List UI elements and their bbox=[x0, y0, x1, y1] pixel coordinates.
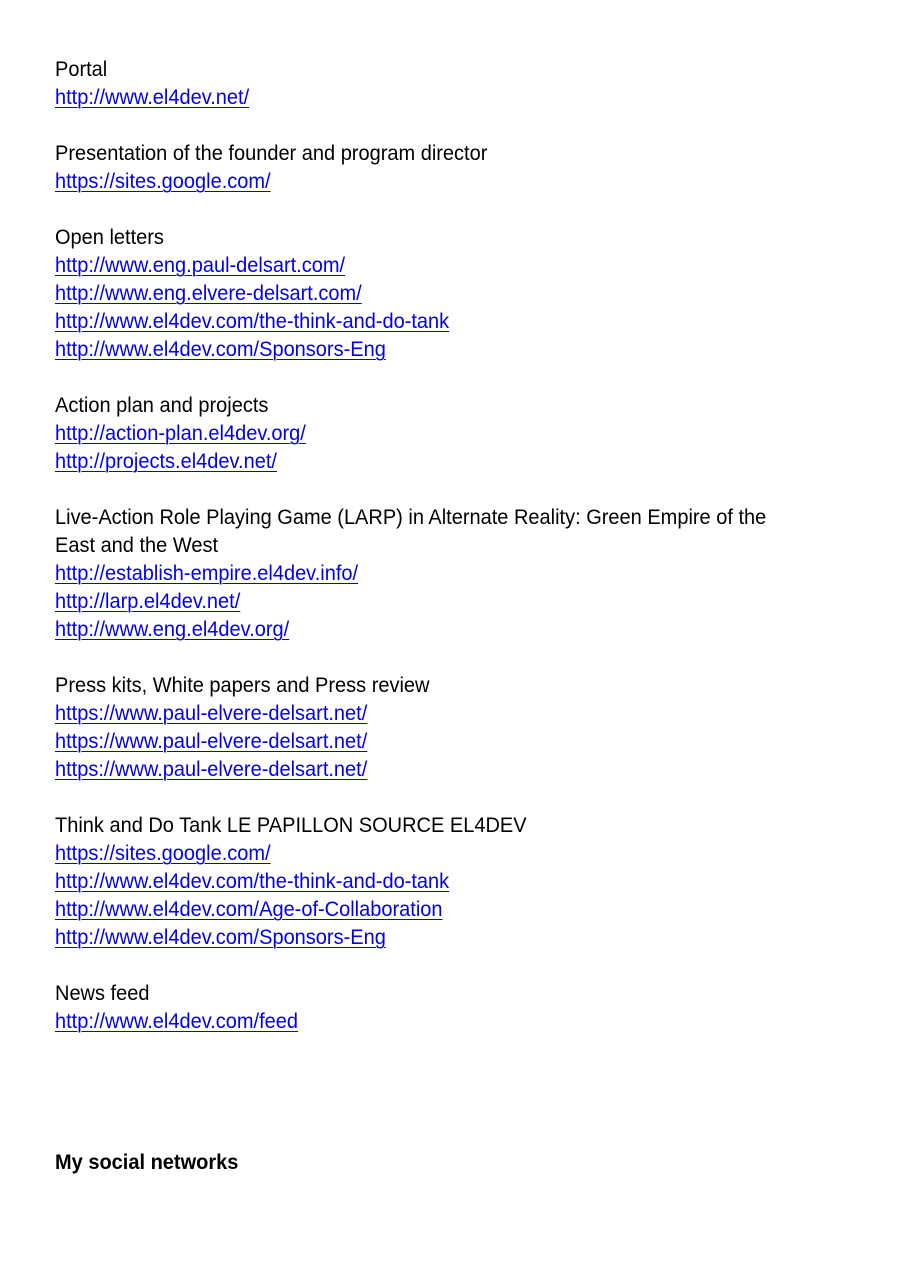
section-title: Action plan and projects bbox=[55, 393, 269, 417]
section-portal bbox=[55, 55, 808, 111]
think-tank-link[interactable]: http://www.el4dev.com/the-think-and-do-tank bbox=[55, 869, 450, 893]
open-letters-link[interactable]: http://www.eng.elvere-delsart.com/ bbox=[55, 281, 362, 305]
open-letters-link[interactable]: http://www.el4dev.com/the-think-and-do-tank bbox=[55, 309, 450, 333]
press-kit-link[interactable]: https://www.paul-elvere-delsart.net/ bbox=[55, 729, 368, 753]
document-body bbox=[55, 55, 808, 1063]
section-press-kits bbox=[55, 671, 808, 783]
section-founder-presentation bbox=[55, 139, 808, 195]
action-plan-link[interactable]: http://action-plan.el4dev.org/ bbox=[55, 421, 306, 445]
section-title: Presentation of the founder and program director bbox=[55, 141, 488, 165]
section-title: Press kits, White papers and Press review bbox=[55, 673, 430, 697]
section-title: Live-Action Role Playing Game (LARP) in Alternate Reality: Green Empire of the East and the West bbox=[55, 505, 767, 557]
think-tank-link[interactable]: http://www.el4dev.com/Sponsors-Eng bbox=[55, 925, 386, 949]
news-feed-link[interactable]: http://www.el4dev.com/feed bbox=[55, 1009, 299, 1033]
larp-link[interactable]: http://larp.el4dev.net/ bbox=[55, 589, 241, 613]
section-title: Portal bbox=[55, 57, 108, 81]
section-news-feed bbox=[55, 979, 808, 1035]
think-tank-link[interactable]: https://sites.google.com/ bbox=[55, 841, 271, 865]
section-think-and-do-tank bbox=[55, 811, 808, 951]
founder-presentation-link[interactable]: https://sites.google.com/ bbox=[55, 169, 271, 193]
section-action-plan bbox=[55, 391, 808, 475]
open-letters-link[interactable]: http://www.eng.paul-delsart.com/ bbox=[55, 253, 346, 277]
press-kit-link[interactable]: https://www.paul-elvere-delsart.net/ bbox=[55, 757, 368, 781]
section-title: Open letters bbox=[55, 225, 164, 249]
section-open-letters bbox=[55, 223, 808, 363]
open-letters-link[interactable]: http://www.el4dev.com/Sponsors-Eng bbox=[55, 337, 386, 361]
larp-link[interactable]: http://establish-empire.el4dev.info/ bbox=[55, 561, 359, 585]
social-networks-heading: My social networks bbox=[55, 1150, 239, 1174]
section-larp bbox=[55, 503, 808, 643]
section-title: Think and Do Tank LE PAPILLON SOURCE EL4DEV bbox=[55, 813, 527, 837]
larp-link[interactable]: http://www.eng.el4dev.org/ bbox=[55, 617, 290, 641]
think-tank-link[interactable]: http://www.el4dev.com/Age-of-Collaboration bbox=[55, 897, 443, 921]
press-kit-link[interactable]: https://www.paul-elvere-delsart.net/ bbox=[55, 701, 368, 725]
section-title: News feed bbox=[55, 981, 150, 1005]
action-plan-link[interactable]: http://projects.el4dev.net/ bbox=[55, 449, 277, 473]
portal-link[interactable]: http://www.el4dev.net/ bbox=[55, 85, 250, 109]
